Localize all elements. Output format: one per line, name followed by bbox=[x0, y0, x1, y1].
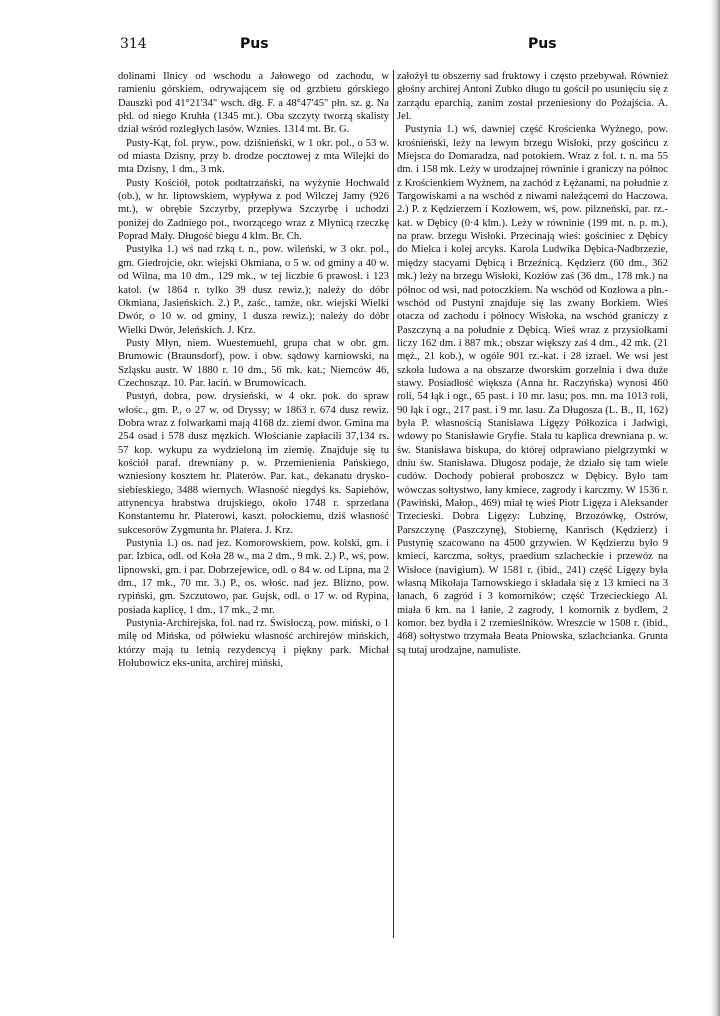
page-header bbox=[88, 36, 684, 56]
entry-pustynia-krosno: Pustynia 1.) wś, dawniej część Krościenka Wyżnego, pow. krośnieński, leży na lewym brzegu Wisłoki, przy gościńcu z Miejsca do Domaradza, nad potokiem. Wraz z fol. t. n. ma 55 dm. i 158 mk. Leży w urodzajnej równinie i graniczy na północ z Krościenkiem Wyżnem, na zachód z Łężanami, na południe z Targowiskami a na wschód z niwami należącemi do Haczowa. 2.) P. z Kędzierzem i Kozłowem, wś, pow. pilzneński, par. rz.-kat. w Dębicy (0·4 klm.). Leży w równinie (199 mt. n. p. m.), na praw. brzegu Wisłoki. Przecinają wieś: gościniec z Dębicy do Mielca i kolej arcyks. Karola Ludwika Dębica-Nadbrzezie, między stacyami Dębicą i Brzeźnicą. Kędzierz (60 dm., 362 mk.) leży na brzegu Wisłoki, Kozłów zaś (36 dm., 178 mk.) na północ od wsi, nad potoczkiem. Na wschód od Kozłowa a płn.-wschód od Pustyni znajduje się las zwany Borkiem. Wieś otacza od zachodu i północy Wisłoka, na wschód graniczy z Paszczyną a na południe z Dębicą. Wieś wraz z przysiołkami liczy 162 dm. i 887 mk.; obszar większy zaś 4 dm., 42 mk. (21 męż., 21 kob.), w ogóle 901 rz.-kat. i 28 izrael. We wsi jest szkoła ludowa a na obszarze dworskim gorzelnia i dwa duże stawy. Posiadłość większa (Anna hr. Raczyńska) wynosi 460 roli, 54 łąk i ogr., 65 past. i 10 mr. lasu; pos. mn. ma 1013 roli, 90 łąk i ogr., 217 past. i 9 mr. lasu. Za Długosza (L. B., II, 162) była P. własnością Stanisława Ligęzy Półkozica i Jadwigi, wdowy po Stanisławie Gryfie. Stała tu kaplica drewniana p. w. św. Stanisława biskupa, do której odprawiano pielgrzymki w dniu św. Stanisława. Długosz podaje, że działo się tam wiele cudów. Dochody pobierał proboszcz w Dębicy. Było tam wówczas sołtystwo, łany kmiece, zagrody i karczmy. W 1536 r. (Pawiński, Małop., 469) miał tę wieś Piotr Ligęza i Aleksander Trzecieski. Dobra Ligęzy: Lubzinę, Brzozówkę, Ostrów, Parszczynę (Paszczynę), Stobiernę, Kanrisch (Kędzierz) i Pustynię szacowano na 4500 grzywien. W Kędzierzu było 9 kmieci, karczma, sołtys, praedium szlacheckie i przewóz na Wisłoce (navigium). W 1581 r. (ibid., 241) część Ligęzy była własną Mikołaja Tarnowskiego i składała się z 13 kmieci na 3 łanach, 6 zagród i 3 komorników; część Trzecieckiego Al. miała 6 km. na 1 łanie, 2 zagrody, 1 komornik z bydłem, 2 komor. bez bydła i 2 rzemieślników. Wreszcie w 1508 r. (ibid., 468) sołtystwo trzymała Beata Pniowska, szlachcianka. Grunta są tutaj urodzajne, namuliste. bbox=[397, 124, 668, 656]
left-running-head: Pus bbox=[240, 36, 269, 52]
entry-pusty-kat: Pusty-Kąt, fol. pryw., pow. dziśnieński, w 1 okr. pol., o 53 w. od miasta Dzisny, przy b. drodze pocztowej z mta Wilejki do mta Dzisny, 1 dm., 3 mk. bbox=[118, 137, 389, 176]
right-running-head: Pus bbox=[528, 36, 557, 52]
entry-paragraph: dolinami Ilnicy od wschodu a Jałowego od zachodu, w ramieniu górskiem, odrywającem się od grzbietu górskiego Dauszki pod 41°21'34" wsch. dłg. F. a 48°47'45" płn. sz. g. Na płd. od niego Kruhła (1345 mt.). Oba szczyty tworzą skalisty dział wśród rozległych lasów. Wznies. 1314 mt. Br. G. bbox=[118, 71, 389, 136]
right-column bbox=[397, 70, 668, 657]
entry-pustylka: Pustyłka 1.) wś nad rzką t. n., pow. wileński, w 3 okr. pol., gm. Giedrojcie, okr. wiejski Okmiana, o 5 w. od gminy a 40 w. od Wilna, ma 10 dm., 129 mk., w tej liczbie 6 prawosł. i 123 katol. (w 1864 r. tylko 39 dusz rewiz.); należy do dóbr Okmiana, Jasieńskich. 2.) P., zaśc., tamże, okr. wiejski Wielki Dwór, o 10 w. od gminy, 1 dusza rewiz.); należy do dóbr Wielki Dwór, Jeleńskich. J. Krz. bbox=[118, 244, 389, 336]
entry-pustyn: Pustyń, dobra, pow. drysieński, w 4 okr. pok. do spraw włośc., gm. P., o 27 w. od Dryssy; w 1863 r. 674 dusz rewiz. Dobra wraz z folwarkami mają 4168 dz. ziemi dwor. Gmina ma 254 osad i 578 dusz męzkich. Włościanie zapłacili 37,134 rs. 57 kop. wykupu za wydzieloną im ziemię. Znajduje się tu kościół paraf. drewniany p. w. Przemienienia Pańskiego, wzniesiony kosztem hr. Platerów. Par. kat., dekanatu drysko-siebieskiego, 3488 wiernych. Własność niegdyś ks. Sapiehów, attynencya hrabstwa drujskiego, około 1748 r. sprzedana Konstantemu hr. Platerowi, kaszt. połockiemu, dziś własność sukcesorów Zygmunta hr. Platera. J. Krz. bbox=[118, 391, 389, 536]
entry-pustynia-archirejska: Pustynia-Archirejska, fol. nad rz. Świsłoczą, pow. miński, o 1 milę od Mińska, od półwieku własność archirejów mińskich, którzy mają tu letnią rezydencyą i piękny park. Michał Hołubowicz eks-unita, archirej miński, bbox=[118, 618, 389, 670]
column-divider bbox=[393, 70, 394, 938]
entry-paragraph: założył tu obszerny sad fruktowy i często przebywał. Również głośny archirej Antoni Zubko długo tu gościł po usunięciu się z zarządu eparchią, zanim został przeniesiony do Pożajścia. A. Jel. bbox=[397, 71, 668, 123]
page-number: 314 bbox=[120, 36, 147, 52]
page-edge-shadow bbox=[710, 0, 720, 1016]
entry-pustynia: Pustynia 1.) os. nad jez. Komorowskiem, pow. kolski, gm. i par. Izbica, odl. od Koła 28 w., ma 2 dm., 9 mk. 2.) P., wś, pow. lipnowski, gm. i par. Dobrzejewice, odl. o 84 w. od Lipna, ma 2 dm., 17 mk., 70 mr. 3.) P., os. włośc. nad jez. Blizno, pow. rypiński, gm. Szczutowo, par. Gujsk, odl. o 17 w. od Rypina, posiada kaplicę, 1 dm., 17 mk., 2 mr. bbox=[118, 538, 389, 616]
entry-pusty-mlyn: Pusty Młyn, niem. Wuestemuehl, grupa chat w obr. gm. Brumowic (Braunsdorf), pow. i obw. sądowy karniowski, na Szląsku austr. W 1880 r. 10 dm., 56 mk. kat.; Niemców 46, Czechosząz. 10. Par. łaciń. w Brumowicach. bbox=[118, 337, 389, 389]
entry-pusty-kosciol: Pusty Kościół, potok podtatrzański, na wyżynie Hochwald (ob.), w hr. liptowskiem, wypływa z pod Wilczej Jamy (926 mt.), w obrębie Szczyrby, przepływa Szczyrbę i uchodzi poniżej do Zadniego pot., tworzącego wraz z Młynicą rzeczkę Poprad Mały. Długość biegu 4 klm. Br. Ch. bbox=[118, 177, 389, 243]
left-column bbox=[118, 70, 389, 670]
